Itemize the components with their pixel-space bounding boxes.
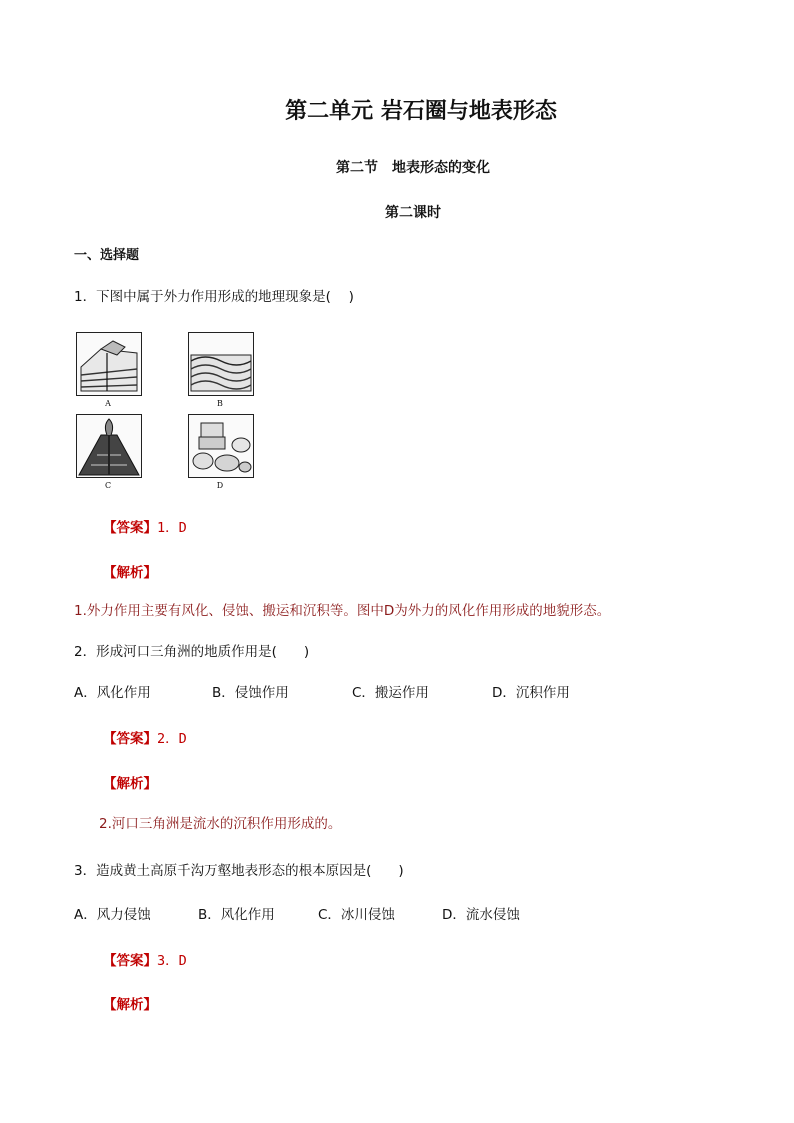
question-2-option-b: B．侵蚀作用	[212, 685, 289, 701]
figure-panel-d	[188, 414, 254, 478]
answer-tag: 【答案】	[103, 520, 157, 536]
question-3-option-a: A．风力侵蚀	[74, 907, 151, 923]
question-3-stem: 3．造成黄土高原千沟万壑地表形态的根本原因是( )	[74, 863, 404, 879]
figure-panel-b	[188, 332, 254, 396]
part-heading: 一、选择题	[74, 248, 140, 263]
question-2-answer	[103, 727, 187, 747]
weathered-rocks-icon	[189, 415, 253, 477]
figure-label-c: C	[104, 481, 112, 490]
page-title: 第二单元 岩石圈与地表形态	[285, 98, 557, 124]
question-3-option-c: C．冰川侵蚀	[318, 907, 395, 923]
answer-tag: 【答案】	[103, 953, 157, 969]
question-1-figure	[74, 330, 256, 496]
question-3-option-b: B．风化作用	[198, 907, 275, 923]
question-3-option-d: D．流水侵蚀	[442, 907, 520, 923]
question-1-answer	[103, 516, 187, 536]
question-1-explanation: 1.外力作用主要有风化、侵蚀、搬运和沉积等。图中D为外力的风化作用形成的地貌形态。	[74, 603, 611, 619]
question-3-answer	[103, 949, 187, 969]
question-1-stem: 1．下图中属于外力作用形成的地理现象是( )	[74, 289, 354, 305]
figure-label-d: D	[216, 481, 224, 490]
layered-rock-block-icon	[77, 333, 141, 395]
volcano-icon	[77, 415, 141, 477]
question-2-stem: 2．形成河口三角洲的地质作用是( )	[74, 644, 310, 660]
answer-value: 2．D	[157, 731, 187, 747]
lesson-title: 第二课时	[385, 205, 441, 221]
figure-panel-c	[76, 414, 142, 478]
folded-strata-icon	[189, 333, 253, 395]
figure-label-b: B	[217, 399, 223, 408]
answer-value: 1．D	[157, 520, 187, 536]
question-3-analysis-tag: 【解析】	[103, 997, 157, 1013]
section-title: 第二节 地表形态的变化	[336, 160, 490, 176]
answer-tag: 【答案】	[103, 731, 157, 747]
answer-value: 3．D	[157, 953, 187, 969]
question-2-analysis-tag: 【解析】	[103, 776, 157, 792]
figure-label-a: A	[105, 399, 111, 408]
figure-panel-a	[76, 332, 142, 396]
question-2-option-d: D．沉积作用	[492, 685, 570, 701]
question-1-analysis-tag: 【解析】	[103, 565, 157, 581]
question-2-explanation: 2.河口三角洲是流水的沉积作用形成的。	[99, 816, 342, 832]
question-2-option-c: C．搬运作用	[352, 685, 429, 701]
question-2-option-a: A．风化作用	[74, 685, 151, 701]
